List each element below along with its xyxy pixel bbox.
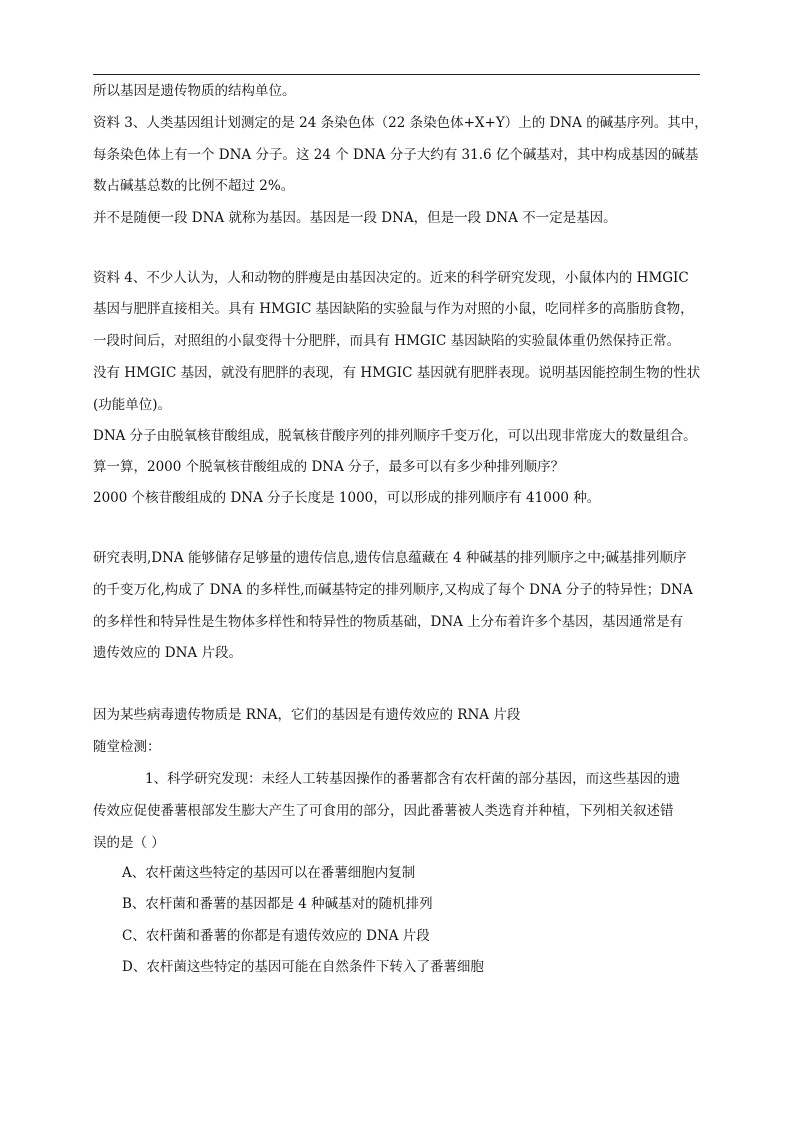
text-line: 的千变万化,构成了 DNA 的多样性,而碱基特定的排列顺序,又构成了每个 DNA 分子的特异性；DNA bbox=[93, 582, 693, 598]
section-heading: 随堂检测： bbox=[93, 739, 161, 755]
answer-option-a: A、农杆菌这些特定的基因可以在番薯细胞内复制 bbox=[122, 865, 416, 881]
answer-option-b: B、农杆菌和番薯的基因都是 4 种碱基对的随机排列 bbox=[122, 896, 433, 912]
text-line: (功能单位)。 bbox=[93, 397, 172, 413]
text-line: 算一算，2000 个脱氧核苷酸组成的 DNA 分子，最多可以有多少种排列顺序？ bbox=[93, 459, 565, 475]
text-line: 所以基因是遗传物质的结构单位。 bbox=[93, 83, 296, 99]
text-line: 基因与肥胖直接相关。具有 HMGIC 基因缺陷的实验鼠与作为对照的小鼠，吃同样多的高脂肪食物， bbox=[93, 301, 694, 317]
text-line: 每条染色体上有一个 DNA 分子。这 24 个 DNA 分子大约有 31.6 亿个碱基对，其中构成基因的碱基 bbox=[93, 147, 699, 163]
text-line: 资料 4、不少人认为，人和动物的胖瘦是由基因决定的。近来的科学研究发现，小鼠体内的 HMGIC bbox=[93, 270, 689, 286]
answer-option-c: C、农杆菌和番薯的你都是有遗传效应的 DNA 片段 bbox=[122, 928, 430, 944]
text-line: 资料 3、人类基因组计划测定的是 24 条染色体（22 条染色体+X+Y）上的 DNA 的碱基序列。其中， bbox=[93, 115, 708, 131]
text-line: 遗传效应的 DNA 片段。 bbox=[93, 645, 242, 661]
text-line: 的多样性和特异性是生物体多样性和特异性的物质基础，DNA 上分布着许多个基因，基因通常是有 bbox=[93, 614, 684, 630]
question-stem-line: 1、科学研究发现：未经人工转基因操作的番薯都含有农杆菌的部分基因，而这些基因的遗 bbox=[145, 771, 681, 787]
text-line: 2000 个核苷酸组成的 DNA 分子长度是 1000，可以形成的排列顺序有 41000 种。 bbox=[93, 490, 601, 506]
question-stem-line: 传效应促使番薯根部发生膨大产生了可食用的部分，因此番薯被人类选育并种植，下列相关叙述错 bbox=[93, 803, 674, 819]
text-line: 并不是随便一段 DNA 就称为基因。基因是一段 DNA，但是一段 DNA 不一定是基因。 bbox=[93, 210, 617, 226]
header-rule bbox=[93, 74, 700, 75]
text-line: 数占碱基总数的比例不超过 2%。 bbox=[93, 178, 295, 194]
text-line: 没有 HMGIC 基因，就没有肥胖的表现，有 HMGIC 基因就有肥胖表现。说明基因能控制生物的性状 bbox=[93, 365, 701, 381]
question-stem-line: 误的是（ ） bbox=[93, 835, 165, 851]
text-line: DNA 分子由脱氧核苷酸组成，脱氧核苷酸序列的排列顺序千变万化，可以出现非常庞大的数量组合。 bbox=[93, 428, 697, 444]
text-line: 一段时间后，对照组的小鼠变得十分肥胖，而具有 HMGIC 基因缺陷的实验鼠体重仍然保持正常。 bbox=[93, 333, 681, 349]
text-line: 研究表明,DNA 能够储存足够量的遗传信息,遗传信息蕴藏在 4 种碱基的排列顺序之中;碱基排列顺序 bbox=[93, 550, 687, 566]
text-line: 因为某些病毒遗传物质是 RNA，它们的基因是有遗传效应的 RNA 片段 bbox=[93, 707, 521, 723]
answer-option-d: D、农杆菌这些特定的基因可能在自然条件下转入了番薯细胞 bbox=[122, 959, 484, 975]
